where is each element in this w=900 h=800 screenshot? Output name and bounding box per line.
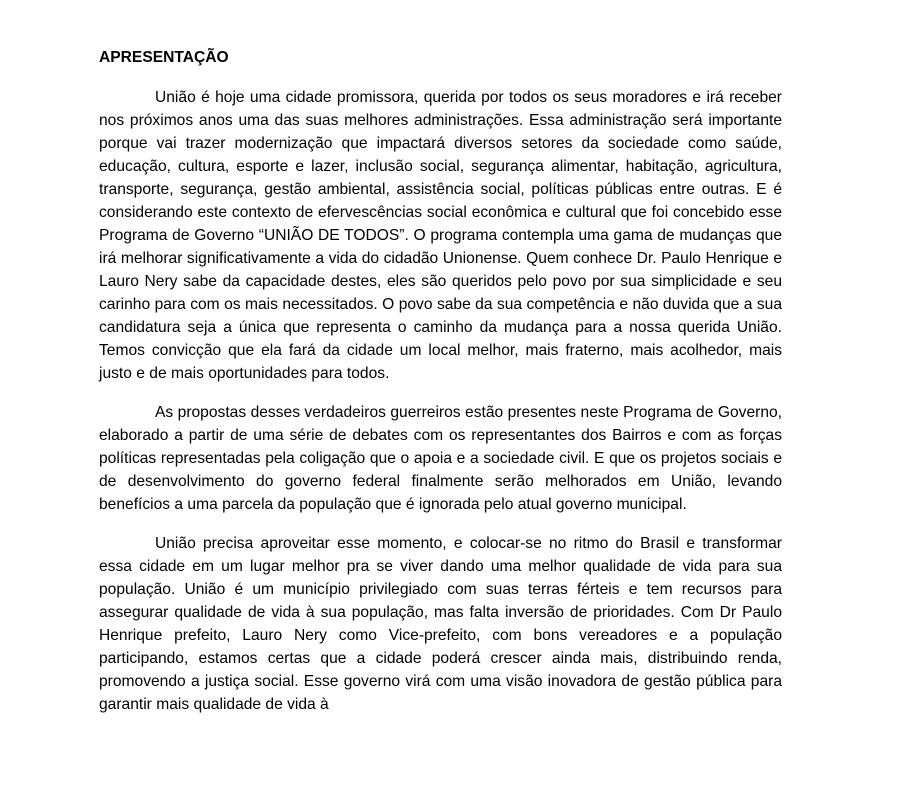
section-heading: APRESENTAÇÃO <box>99 49 229 66</box>
document-page <box>99 44 782 732</box>
paragraph-intro: União é hoje uma cidade promissora, querida por todos os seus moradores e irá receber nos próximos anos uma das suas melhores administrações. Essa administração será importante porque vai trazer modernização que impactará diversos setores da sociedade como saúde, educação, cultura, esporte e lazer, inclusão social, segurança alimentar, habitação, agricultura, transporte, segurança, gestão ambiental, assistência social, políticas públicas entre outras. E é considerando este contexto de efervescências social econômica e cultural que foi concebido esse Programa de Governo “UNIÃO DE TODOS”. O programa contempla uma gama de mudanças que irá melhorar significativamente a vida do cidadão Unionense. Quem conhece Dr. Paulo Henrique e Lauro Nery sabe da capacidade destes, eles são queridos pelo povo por sua simplicidade e seu carinho para com os mais necessitados. O povo sabe da sua competência e não duvida que a sua candidatura seja a única que representa o caminho da mudança para a nossa querida União. Temos convicção que ela fará da cidade um local melhor, mais fraterno, mais acolhedor, mais justo e de mais oportunidades para todos. <box>99 89 782 382</box>
paragraph-proposals: As propostas desses verdadeiros guerreiros estão presentes neste Programa de Governo, elaborado a partir de uma série de debates com os representantes dos Bairros e com as forças políticas representadas pela coligação que o apoia e a sociedade civil. E que os projetos sociais e de desenvolvimento do governo federal finalmente serão melhorados em União, levando benefícios a uma parcela da população que é ignorada pelo atual governo municipal. <box>99 404 782 513</box>
paragraph-opportunity: União precisa aproveitar esse momento, e colocar-se no ritmo do Brasil e transformar essa cidade em um lugar melhor pra se viver dando uma melhor qualidade de vida para sua população. União é um município privilegiado com suas terras férteis e tem recursos para assegurar qualidade de vida à sua população, mas falta inversão de prioridades. Com Dr Paulo Henrique prefeito, Lauro Nery como Vice-prefeito, com bons vereadores e a população participando, estamos certas que a cidade poderá crescer ainda mais, distribuindo renda, promovendo a justiça social. Esse governo virá com uma visão inovadora de gestão pública para garantir mais qualidade de vida à <box>99 535 782 713</box>
